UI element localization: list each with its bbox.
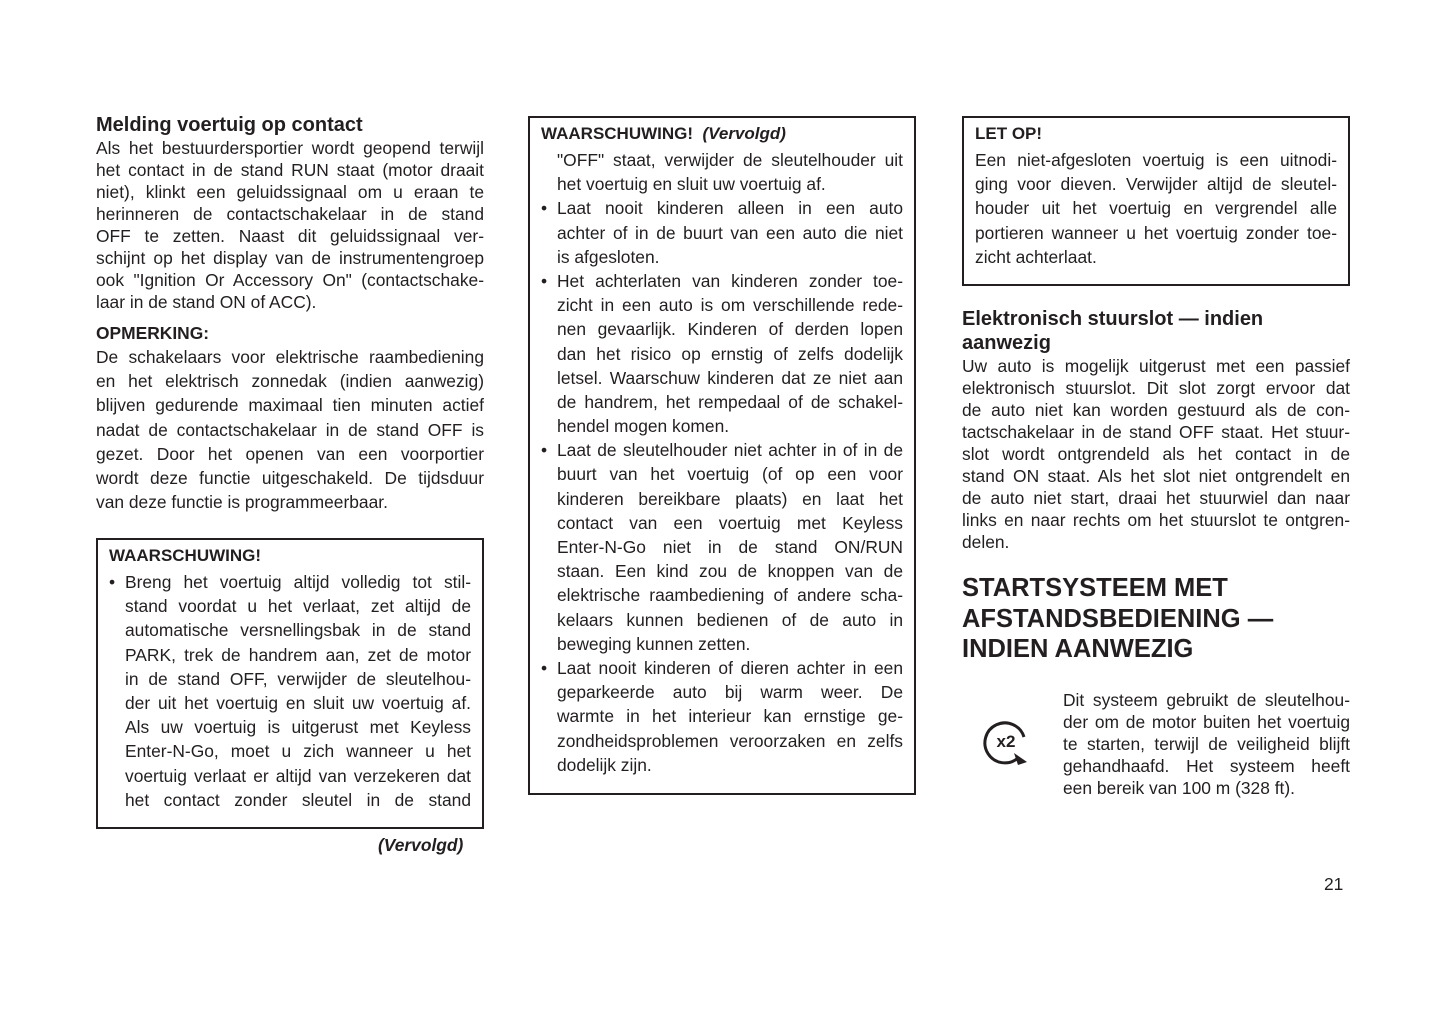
text-line: het voertuig en sluit uw voertuig af. <box>557 174 826 195</box>
text-line: Als het bestuurdersportier wordt geopend terwijl <box>96 138 484 158</box>
text-line: automatische versnellingsbak in de stand <box>125 620 471 641</box>
svg-text:x2: x2 <box>996 732 1016 751</box>
warning-box <box>96 538 484 829</box>
text-line: stand voordat u het verlaat, zet altijd de <box>125 596 471 617</box>
text-line: Laat nooit kinderen of dieren achter in een <box>557 657 903 678</box>
caution-text <box>975 148 1337 269</box>
text-line: een bereik van 100 m (328 ft). <box>1063 778 1296 798</box>
text-line: nen gevaarlijk. Kinderen of derden lopen <box>557 319 903 340</box>
warning-bullet <box>541 196 903 269</box>
text-line: schijnt op het display van de instrumentengroep <box>96 248 484 268</box>
text-line: "OFF" staat, verwijder de sleutelhouder uit <box>557 150 903 170</box>
text-line: kinderen bereikbare plaats) en laat het <box>557 488 903 509</box>
text-line: nadat de contactschakelaar in de stand OFF is <box>96 419 484 440</box>
text-line: Uw auto is mogelijk uitgerust met een passief <box>962 356 1350 376</box>
text-line: niet), klinkt een geluidssignaal om u eraan te <box>96 182 484 202</box>
warning-bullet <box>541 438 903 656</box>
press-twice-icon <box>978 713 1034 769</box>
note-text <box>96 345 484 514</box>
text-line: herinneren de contactschakelaar in de stand <box>96 204 484 224</box>
text-line: de auto niet start, draai het stuurwiel dan naar <box>962 488 1350 508</box>
warning-bullet <box>541 269 903 438</box>
text-line: De schakelaars voor elektrische raambediening <box>96 347 484 367</box>
text-line: elektronisch stuurslot. Dit slot zorgt ervoor dat <box>962 378 1350 398</box>
text-line: ook "Ignition Or Accessory On" (contactschake- <box>96 270 484 290</box>
text-line: Enter-N-Go niet in de stand ON/RUN <box>557 537 903 557</box>
text-line: houder uit het voertuig en vergrendel alle <box>975 198 1337 219</box>
text-line: gezet. Door het openen van een voorportier <box>96 443 484 464</box>
section-heading: Elektronisch stuurslot — indien aanwezig <box>962 308 1264 354</box>
text-line: in de stand OFF, verwijder de sleutelhou- <box>125 668 471 689</box>
bullet-icon: • <box>541 440 548 461</box>
text-line: buurt van het voertuig (of op een voor <box>557 464 903 485</box>
bullet-icon: • <box>541 198 548 219</box>
text-line: en het elektrisch zonnedak (indien aanwezig) <box>96 371 484 392</box>
text-line: Een niet-afgesloten voertuig is een uitnodi- <box>975 150 1337 170</box>
text-line: blijven gedurende maximaal tien minuten actief <box>96 395 484 416</box>
text-line: delen. <box>962 532 1010 552</box>
text-line: het contact zonder sleutel in de stand <box>125 789 471 810</box>
text-line: portieren wanneer u het voertuig zonder toe- <box>975 222 1337 243</box>
text-line: der om de motor buiten het voertuig <box>1063 712 1350 732</box>
caution-title: LET OP! <box>975 124 1043 143</box>
section-heading: Melding voertuig op contact <box>96 114 363 136</box>
text-line: te starten, terwijl de veiligheid blijft <box>1063 734 1350 754</box>
text-line: Enter-N-Go, moet u zich wanneer u het <box>125 741 471 762</box>
text-line: hendel mogen komen. <box>557 416 730 437</box>
warning-bullet: • Breng het voertuig altijd volledig tot stil- stand voordat u het verlaat, zet altijd de automatische versnellingsbak in de stand PARK, trek de handrem aan, zet de motor in de stand OFF, verwijder de sleutelhou- der uit het voertuig en sluit uw voertuig af. Als uw voertuig is uitgerust met Keyless Enter-N-Go, moet u zich wanneer u het voertuig verlaat er altijd van verzekeren dat het contact zonder sleutel in de stand <box>109 570 471 812</box>
paragraph <box>96 137 484 313</box>
text-line: tactschakelaar in de stand OFF staat. Het stuur- <box>962 422 1350 442</box>
text-line: Het achterlaten van kinderen zonder toe- <box>557 270 903 291</box>
text-line: contact van een voertuig met Keyless <box>557 512 903 533</box>
remote-start-text <box>1063 689 1350 799</box>
text-line: van deze functie is programmeerbaar. <box>96 492 388 513</box>
note-label: OPMERKING: <box>96 323 210 343</box>
text-line: slot wordt ontgrendeld als het contact in de <box>962 444 1350 464</box>
text-line: zicht achterlaat. <box>975 246 1097 267</box>
text-line: wordt deze functie uitgeschakeld. De tijdsduur <box>96 467 484 488</box>
text-line: Laat de sleutelhouder niet achter in of in de <box>557 440 903 461</box>
text-line: PARK, trek de handrem aan, zet de motor <box>125 644 471 665</box>
text-line: voertuig verlaat er altijd van verzekeren dat <box>125 765 471 786</box>
text-line: Laat nooit kinderen alleen in een auto <box>557 198 903 219</box>
text-line: OFF te zetten. Naast dit geluidssignaal ver- <box>96 226 484 246</box>
text-line: zicht in een auto is om verschillende rede- <box>557 295 903 316</box>
text-line: der uit het voertuig en sluit uw voertuig af. <box>125 692 471 713</box>
text-line: elektrische raambediening of andere scha- <box>557 585 903 606</box>
warning-continued-text <box>541 148 903 196</box>
warning-box-continued <box>528 116 916 795</box>
chapter-title: STARTSYSTEEM MET AFSTANDSBEDIENING — INDIEN AANWEZIG <box>962 574 1274 663</box>
text-line: letsel. Waarschuw kinderen dat ze niet aan <box>557 367 903 388</box>
warning-title: WAARSCHUWING! <box>109 546 262 565</box>
text-line: stand ON staat. Als het slot niet ontgrendelt en <box>962 466 1350 486</box>
text-line: zondheidsproblemen veroorzaken en zelfs <box>557 730 903 751</box>
text-line: Breng het voertuig altijd volledig tot stil- <box>125 572 471 592</box>
warning-title: WAARSCHUWING! (Vervolgd) <box>541 124 786 143</box>
text-line: ging voor dieven. Verwijder altijd de sleutel- <box>975 174 1337 195</box>
text-line: laar in de stand ON of ACC). <box>96 292 317 312</box>
text-line: het contact in de stand RUN staat (motor draait <box>96 160 484 180</box>
caution-box <box>962 116 1350 286</box>
text-line: geparkeerde auto bij warm weer. De <box>557 682 903 703</box>
text-line: dan het risico op ernstig of zelfs dodelijk <box>557 343 903 364</box>
warning-bullet <box>541 656 903 777</box>
text-line: beweging kunnen zetten. <box>557 633 751 654</box>
text-line: achter of in de buurt van een auto die niet <box>557 222 903 243</box>
text-line: is afgesloten. <box>557 246 660 267</box>
text-line: Dit systeem gebruikt de sleutelhou- <box>1063 690 1350 710</box>
text-line: warmte in het interieur kan ernstige ge- <box>557 706 903 727</box>
text-line: dodelijk zijn. <box>557 754 652 775</box>
text-line: Als uw voertuig is uitgerust met Keyless <box>125 717 471 738</box>
text-line: kelaars kunnen bedienen of de auto in <box>557 609 903 630</box>
page-number: 21 <box>1324 874 1344 894</box>
continued-label: (Vervolgd) <box>378 835 464 855</box>
text-line: gehandhaafd. Het systeem heeft <box>1063 756 1350 776</box>
text-line: de auto niet kan worden gestuurd als de con- <box>962 400 1350 420</box>
bullet-icon: • <box>541 270 548 291</box>
text-line: links en naar rechts om het stuurslot te ontgren- <box>962 510 1350 530</box>
bullet-icon: • <box>541 657 548 678</box>
paragraph <box>962 355 1350 553</box>
text-line: staan. Een kind zou de knoppen van de <box>557 561 903 582</box>
text-line: de handrem, het rempedaal of de schakel- <box>557 391 903 412</box>
